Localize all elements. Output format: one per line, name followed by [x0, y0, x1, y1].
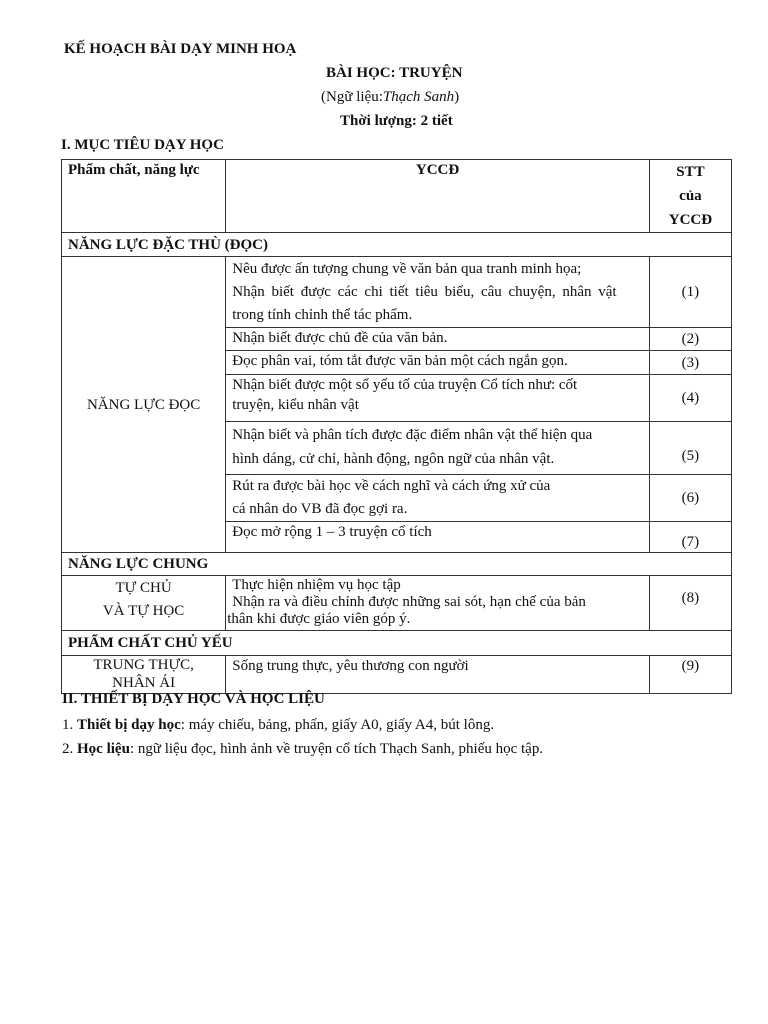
honesty-line1: TRUNG THỰC, — [93, 657, 194, 673]
header-col3-line1: STT — [676, 164, 705, 180]
yccd-1 — [226, 257, 650, 328]
stt-9: (9) — [649, 656, 731, 694]
stt-3: (3) — [649, 351, 731, 375]
yccd-9 — [226, 656, 650, 694]
group-row-reading — [62, 233, 732, 257]
list-item-text: : ngữ liệu đọc, hình ảnh về truyện cổ tích Thạch Sanh, phiếu học tập. — [129, 741, 544, 757]
group-general-label: NĂNG LỰC CHUNG — [62, 553, 732, 576]
yccd-1-line2: Nhận biết được các chi tiết tiêu biểu, câu chuyện, nhân vật — [232, 284, 617, 300]
group-row-quality — [62, 631, 732, 656]
list-item — [62, 737, 742, 761]
group-quality-label: PHẨM CHẤT CHỦ YẾU — [62, 631, 732, 656]
yccd-6 — [226, 475, 650, 522]
yccd-6-line1: Rút ra được bài học về cách nghĩ và cách ứng xử của — [232, 478, 551, 494]
honesty-line2: NHÂN ÁI — [112, 675, 176, 691]
yccd-3-line1: Đọc phân vai, tóm tắt được văn bản một cách ngắn gọn. — [232, 353, 568, 369]
yccd-1-line1: Nêu được ấn tượng chung về văn bản qua tranh minh họa; — [232, 261, 582, 277]
yccd-8-line3: thân khi được giáo viên góp ý. — [227, 611, 411, 627]
stt-1: (1) — [649, 257, 731, 328]
yccd-5 — [226, 422, 650, 475]
yccd-8-line2: Nhận ra và điều chỉnh được những sai sót, hạn chế của bản — [232, 594, 586, 610]
yccd-9-line1: Sống trung thực, yêu thương con người — [232, 658, 469, 674]
stt-6: (6) — [649, 475, 731, 522]
table-header-row — [62, 160, 732, 233]
lesson-title: BÀI HỌC: TRUYỆN — [326, 65, 463, 81]
objectives-table — [61, 159, 732, 694]
yccd-2-line1: Nhận biết được chủ đề của văn bản. — [232, 330, 448, 346]
yccd-6-line2: cá nhân do VB đã đọc gợi ra. — [232, 501, 408, 517]
header-quality-competence — [62, 160, 226, 233]
stt-5: (5) — [649, 422, 731, 475]
header-col1-text: Phẩm chất, năng lực — [68, 162, 200, 178]
yccd-4-line2: truyện, kiểu nhân vật — [232, 397, 359, 413]
yccd-7-line1: Đọc mở rộng 1 – 3 truyện cổ tích — [232, 524, 432, 540]
list-item-label: Thiết bị dạy học — [77, 717, 181, 733]
list-item — [62, 713, 742, 737]
header-yccd — [226, 160, 650, 233]
stt-2: (2) — [649, 328, 731, 351]
material-open: (Ngữ liệu: — [321, 89, 383, 105]
table-row — [62, 656, 732, 694]
table-row — [62, 576, 732, 631]
material-name: Thạch Sanh — [382, 89, 455, 105]
table-row — [62, 257, 732, 328]
header-col3-line2: của — [679, 188, 702, 204]
list-item-number: 1. — [62, 717, 74, 733]
group-reading-label: NĂNG LỰC ĐẶC THÙ (ĐỌC) — [62, 233, 732, 257]
document-title: KẾ HOẠCH BÀI DẠY MINH HOẠ — [64, 41, 297, 57]
yccd-5-line1: Nhận biết và phân tích được đặc điểm nhân vật thể hiện qua — [232, 427, 593, 443]
yccd-4-line1: Nhận biết được một số yếu tố của truyện Cổ tích như: cốt — [232, 377, 578, 393]
yccd-1-line3: trong tính chỉnh thể tác phẩm. — [232, 307, 413, 323]
resources-list — [62, 713, 742, 761]
stt-4: (4) — [649, 375, 731, 422]
stt-7: (7) — [649, 522, 731, 553]
group-row-general — [62, 553, 732, 576]
material-close: ) — [454, 89, 460, 105]
honesty-label — [62, 656, 226, 694]
yccd-2 — [226, 328, 650, 351]
duration: Thời lượng: 2 tiết — [340, 113, 453, 129]
list-item-label: Học liệu — [77, 741, 130, 757]
self-study-line2: VÀ TỰ HỌC — [102, 603, 185, 619]
yccd-3 — [226, 351, 650, 375]
header-col3-line3: YCCĐ — [668, 212, 713, 228]
self-study-label — [62, 576, 226, 631]
list-item-text: : máy chiếu, bảng, phấn, giấy A0, giấy A4, bút lông. — [180, 717, 495, 733]
section-2-heading: II. THIẾT BỊ DẠY HỌC VÀ HỌC LIỆU — [62, 691, 325, 707]
reading-competence-label: NĂNG LỰC ĐỌC — [62, 257, 226, 553]
yccd-5-line2: hình dáng, cử chỉ, hành động, ngôn ngữ của nhân vật. — [232, 451, 555, 467]
section-1-heading: I. MỤC TIÊU DẠY HỌC — [61, 137, 224, 153]
header-stt — [649, 160, 731, 233]
yccd-8 — [226, 576, 650, 631]
material-line — [321, 89, 459, 106]
yccd-7 — [226, 522, 650, 553]
header-col2-text: YCCĐ — [415, 162, 460, 178]
stt-8: (8) — [649, 576, 731, 631]
list-item-number: 2. — [62, 741, 74, 757]
yccd-4 — [226, 375, 650, 422]
self-study-line1: TỰ CHỦ — [115, 580, 172, 596]
yccd-8-line1: Thực hiện nhiệm vụ học tập — [232, 577, 401, 593]
